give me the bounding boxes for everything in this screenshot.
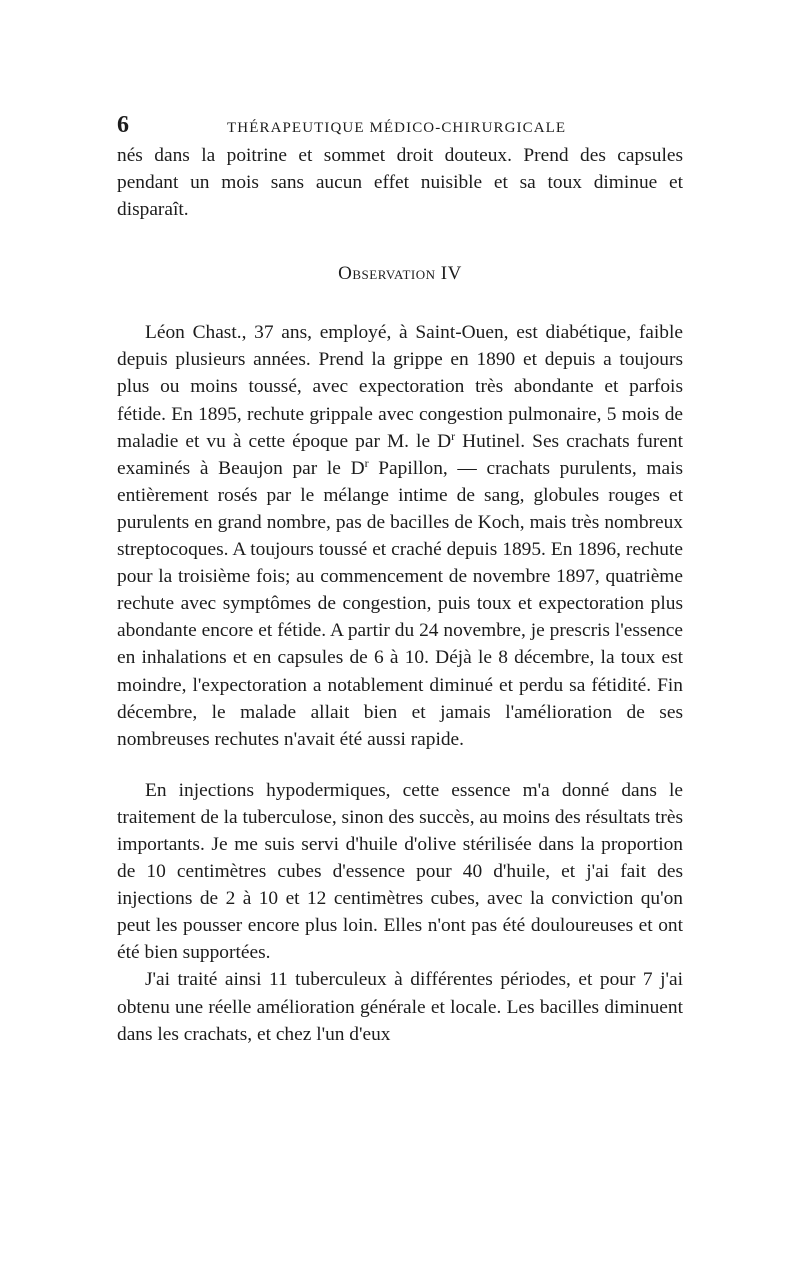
observation-paragraph [117,319,683,753]
treated-paragraph: J'ai traité ainsi 11 tuberculeux à différentes périodes, et pour 7 j'ai obtenu une réelle amélioration générale et locale. Les bacilles diminuent dans les crachats, et chez l'un d'eux [117,969,683,1045]
doctor-superscript-1: r [451,428,456,443]
continuation-paragraph: nés dans la poitrine et sommet droit douteux. Prend des capsules pendant un mois sans aucun effet nuisible et sa toux diminue et disparaît. [117,145,683,221]
running-head: THÉRAPEUTIQUE MÉDICO-CHIRURGICALE [227,120,567,136]
paragraph-gap [117,753,683,777]
book-page [117,112,683,1048]
doctor-superscript-2: r [364,455,369,470]
injections-paragraph: En injections hypodermiques, cette essence m'a donné dans le traitement de la tuberculose, sinon des succès, au moins des résultats très importants. Je me suis servi d'huile d'olive stérilisée dans la proportion de 10 centimètres cubes d'essence pour 40 d'huile, et j'ai fait des injections de 2 à 10 et 12 centimètres cubes, avec la conviction qu'on peut les pousser encore plus loin. Elles n'ont pas été douloureuses et ont été bien supportées. [117,779,683,964]
observation-text-a: Léon Chast., 37 ans, employé, à Saint-Ouen, est diabétique, faible depuis plusieurs années. Prend la grippe en 1890 et depuis a toujours plus ou moins toussé, avec expectoration très abondante et parfois fétide. En 1895, rechute grippale avec congestion pulmonaire, 5 mois de maladie et vu à cette époque par M. le D [117,322,683,452]
observation-text-b: Hutinel. Ses crachats furent examinés à Beaujon par le D [117,430,683,479]
page-number: 6 [117,112,129,138]
page-header [117,112,683,142]
observation-heading: Observation IV [338,263,462,285]
observation-text-c: Papillon, — crachats purulents, mais entièrement rosés par le mélange intime de sang, globules rouges et purulents en grand nombre, pas de bacilles de Koch, mais très nombreux streptocoques. A toujours toussé et craché depuis 1895. En 1896, rechute pour la troisième fois; au commencement de novembre 1897, quatrième rechute avec symptômes de congestion, puis toux et expectoration plus abondante encore et fétide. A partir du 24 novembre, je prescris l'essence en inhalations et en capsules de 6 à 10. Déjà le 8 décembre, la toux est moindre, l'expectoration a notablement diminué et perdu sa fétidité. Fin décembre, le malade allait bien et jamais l'amélioration de ses nombreuses rechutes n'avait été aussi rapide. [117,457,683,750]
